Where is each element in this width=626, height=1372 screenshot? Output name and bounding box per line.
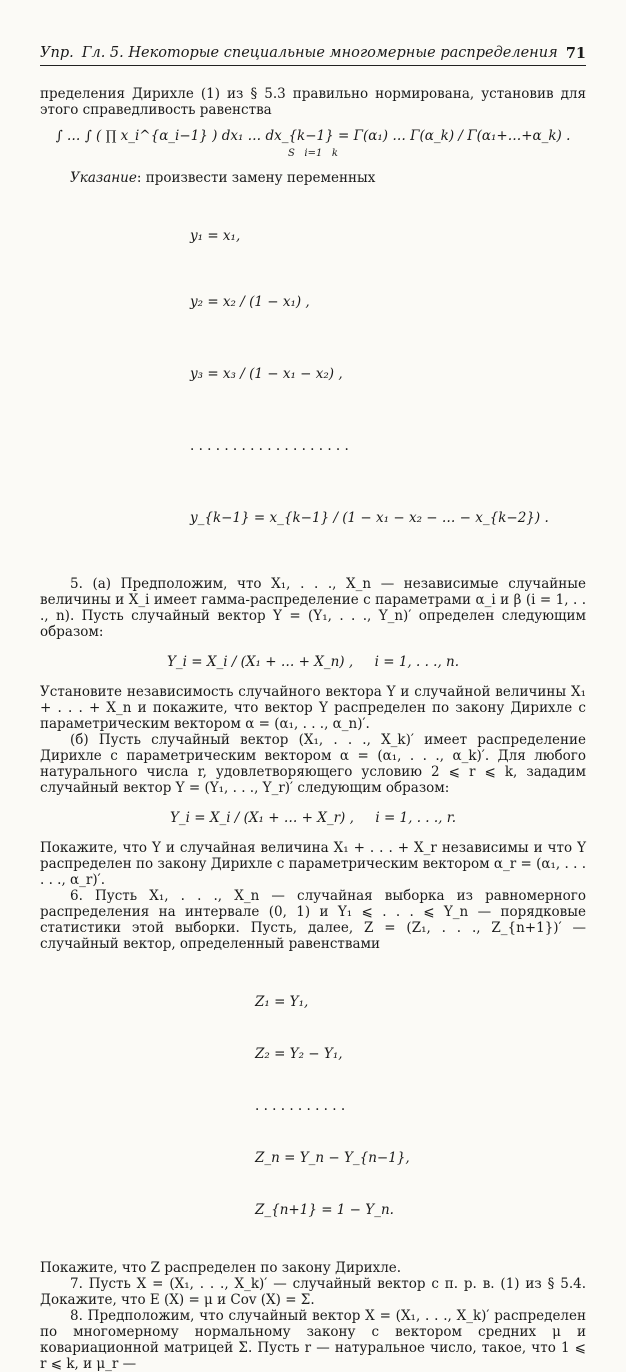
formula-5a: Y_i = X_i / (X₁ + … + X_n) , i = 1, . . ., n. <box>166 654 460 670</box>
hint-label: Указание <box>70 170 137 186</box>
page-body <box>40 86 586 1372</box>
problem-6: 6. Пусть X₁, . . ., X_n — случайная выборка из равномерного распределения на интервале (0, 1) и Y₁ ⩽ . . . ⩽ Y_n — порядковые статистики этой выборки. Пусть, далее, Z = (Z₁, . . ., Z_{n+1})′ — случайный вектор, определенный равенствами <box>40 888 586 952</box>
z-line: Z_n = Y_n − Y_{n−1}, <box>255 1150 410 1166</box>
formula-5b: Y_i = X_i / (X₁ + … + X_r) , i = 1, . . ., r. <box>169 810 457 826</box>
z-line: . . . . . . . . . . . <box>255 1098 346 1114</box>
z-line: Z₂ = Y₂ − Y₁, <box>255 1046 343 1062</box>
hint <box>40 170 586 186</box>
problem-8: 8. Предположим, что случайный вектор X = (X₁, . . ., X_k)′ распределен по многомерному нормальному закону с вектором средних μ и ковариационной матрицей Σ. Пусть r — натуральное число, такое, что 1 ⩽ r ⩽ k, и μ_r — <box>40 1308 586 1372</box>
subst-line: . . . . . . . . . . . . . . . . . . . <box>190 438 349 454</box>
subst-line: y₂ = x₂ / (1 − x₁) , <box>190 294 310 310</box>
problem-5b-continued: Покажите, что Y и случайная величина X₁ + . . . + X_r независимы и что Y распределен по закону Дирихле с параметрическим вектором α_r = (α₁, . . . . . ., α_r)′. <box>40 840 586 888</box>
subst-line: y_{k−1} = x_{k−1} / (1 − x₁ − x₂ − … − x_{k−2}) . <box>190 510 549 526</box>
formula-integral-limits: S i=1 k <box>288 148 338 159</box>
z-line: Z₁ = Y₁, <box>255 994 309 1010</box>
problem-5b: (б) Пусть случайный вектор (X₁, . . ., X_k)′ имеет распределение Дирихле с параметрическим вектором α = (α₁, . . ., α_k)′. Для любого натурального числа r, удовлетворяющего условию 2 ⩽ r ⩽ k, зададим случайный вектор Y = (Y₁, . . ., Y_r)′ следующим образом: <box>40 732 586 796</box>
page-number: 71 <box>565 45 586 62</box>
z-line: Z_{n+1} = 1 − Y_n. <box>255 1202 394 1218</box>
z-definitions <box>40 960 586 1252</box>
problem-5a: 5. (а) Предположим, что X₁, . . ., X_n — независимые случайные величины и X_i имеет гамма-распределение с параметрами α_i и β (i = 1, . . ., n). Пусть случайный вектор Y = (Y₁, . . ., Y_n)′ определен следующим образом: <box>40 576 586 640</box>
subst-line: y₁ = x₁, <box>190 228 241 244</box>
problem-5a-continued: Установите независимость случайного вектора Y и случайной величины X₁ + . . . + X_n и покажите, что вектор Y распределен по закону Дирихле с параметрическим вектором α = (α₁, . . ., α_n)′. <box>40 684 586 732</box>
formula-integral: ∫ … ∫ ( ∏ x_i^{α_i−1} ) dx₁ … dx_{k−1} = Γ(α₁) … Γ(α_k) / Γ(α₁+…+α_k) . <box>55 128 571 144</box>
problem-7: 7. Пусть X = (X₁, . . ., X_k)′ — случайный вектор с п. р. в. (1) из § 5.4. Докажите, что E (X) = μ и Cov (X) = Σ. <box>40 1276 586 1308</box>
substitution-list <box>40 190 586 570</box>
running-header <box>40 45 586 66</box>
subst-line: y₃ = x₃ / (1 − x₁ − x₂) , <box>190 366 343 382</box>
hint-text: : произвести замену переменных <box>136 170 376 186</box>
problem-6-end: Покажите, что Z распределен по закону Дирихле. <box>40 1260 402 1276</box>
header-chapter-title: Гл. 5. Некоторые специальные многомерные распределения <box>81 45 558 61</box>
paragraph-intro: пределения Дирихле (1) из § 5.3 правильно нормирована, установив для этого справедливость равенства <box>40 86 586 118</box>
header-section: Упр. <box>40 45 74 61</box>
